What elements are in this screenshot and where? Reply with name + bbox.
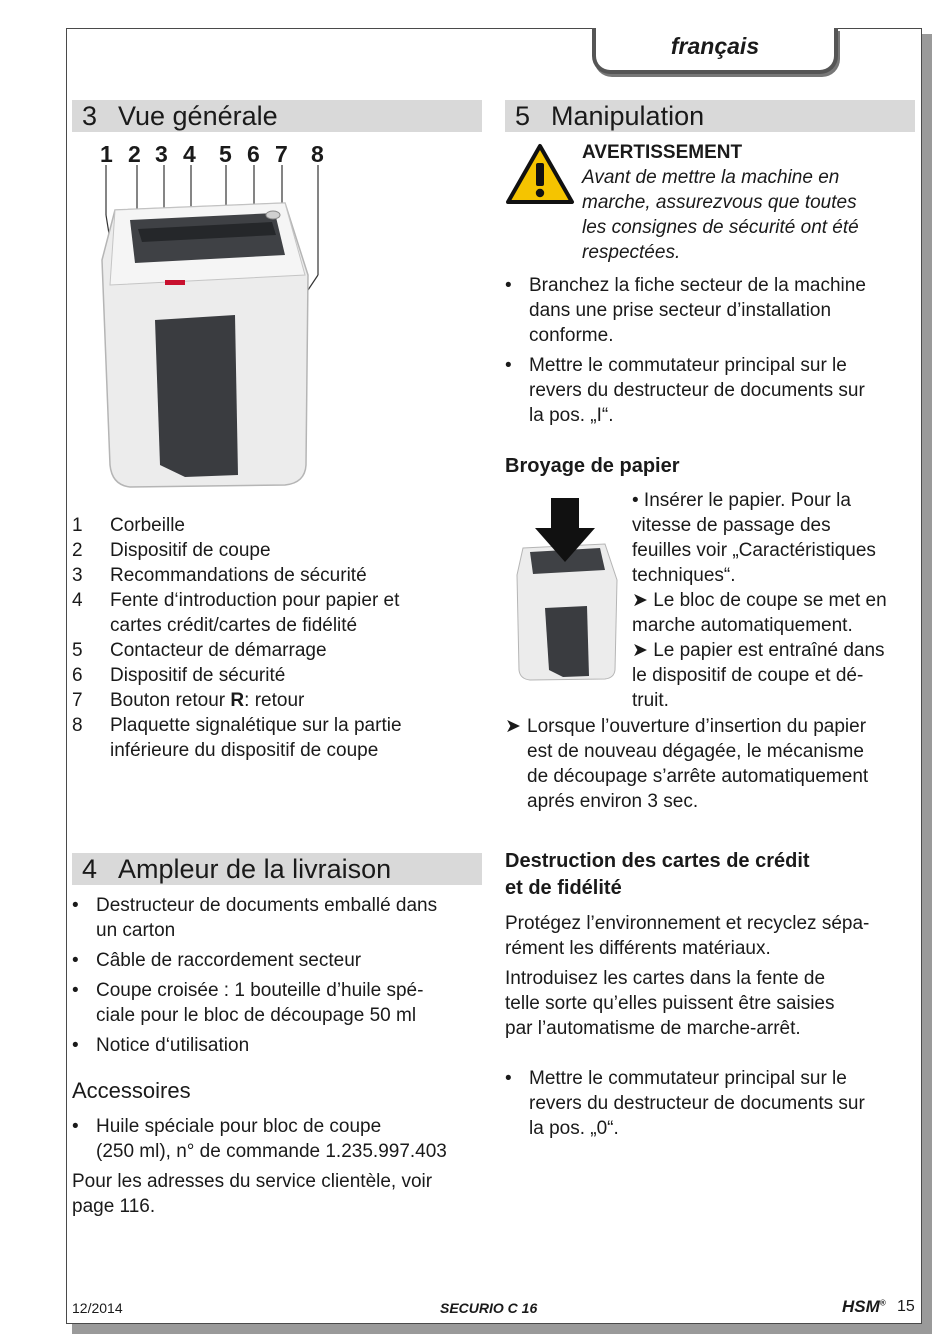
result-arrow-icon: ➤ <box>632 640 654 661</box>
paper-insert-text <box>632 488 922 588</box>
auto-stop-text <box>527 714 868 814</box>
callout-5: 5 <box>219 141 232 167</box>
legend-item <box>72 513 482 538</box>
bullet: • <box>505 355 512 376</box>
line: feuilles voir „Caractéristiques <box>632 540 876 561</box>
language-tab <box>592 28 838 74</box>
section-5-heading <box>505 100 915 132</box>
line: Destruction des cartes de crédit <box>505 850 810 872</box>
startup-step-text <box>529 353 865 428</box>
cards-heading <box>505 848 810 902</box>
legend-item <box>72 738 482 763</box>
legend-item <box>72 563 482 588</box>
delivery-item <box>72 1033 482 1058</box>
warning-label: AVERTISSEMENT <box>582 142 743 163</box>
line: Protégez l’environnement et recyclez sépa- <box>505 913 870 934</box>
line: Branchez la fiche secteur de la machine <box>529 275 866 296</box>
legend-number <box>72 613 110 638</box>
legend-text: Plaquette signalétique sur la partie <box>110 715 402 736</box>
line: conforme. <box>529 325 614 346</box>
warning-block <box>582 140 912 265</box>
legend-item <box>72 713 482 738</box>
footer-model: SECURIO C 16 <box>440 1300 538 1316</box>
line: Pour les adresses du service clientèle, voir <box>72 1171 433 1192</box>
language-label: français <box>670 33 760 59</box>
line: rément les différents matériaux. <box>505 938 771 959</box>
line: la pos. „I“. <box>529 405 614 426</box>
delivery-item <box>72 893 482 943</box>
shredder-insert-illustration <box>505 490 625 685</box>
startup-step <box>505 353 915 428</box>
section-3-title: Vue générale <box>118 101 278 131</box>
bullet: • <box>505 1068 512 1089</box>
legend-number <box>72 738 110 763</box>
footer-date: 12/2014 <box>72 1300 123 1316</box>
line: Coupe croisée : 1 bouteille d’huile spé- <box>96 980 424 1001</box>
line: marche automatiquement. <box>632 615 853 636</box>
paper-result <box>632 588 922 638</box>
line: Lorsque l’ouverture d’insertion du papier <box>527 716 867 737</box>
line: ciale pour le bloc de découpage 50 ml <box>96 1005 417 1026</box>
line: par l’automatisme de marche-arrêt. <box>505 1018 801 1039</box>
line: Mettre le commutateur principal sur le <box>529 1068 847 1089</box>
section-3-number: 3 <box>82 101 98 131</box>
paper-instructions <box>632 488 922 713</box>
bullet: • <box>72 950 79 971</box>
callout-1: 1 <box>100 141 113 167</box>
startup-step <box>505 273 915 348</box>
legend-number: 6 <box>72 665 83 686</box>
startup-step-text <box>529 273 866 348</box>
line: (250 ml), n° de commande 1.235.997.403 <box>96 1141 447 1162</box>
callout-6: 6 <box>247 141 260 167</box>
delivery-item-text: Notice d‘utilisation <box>96 1035 250 1056</box>
legend-text-part: Bouton retour <box>110 690 231 711</box>
cards-paragraph <box>505 966 915 1041</box>
auto-stop-row <box>505 714 915 814</box>
legend-text: inférieure du dispositif de coupe <box>110 740 379 761</box>
legend-text <box>110 688 304 713</box>
line: et de fidélité <box>505 877 622 899</box>
callout-3: 3 <box>155 141 168 167</box>
line: dans une prise secteur d’installation <box>529 300 832 321</box>
accessories-heading: Accessoires <box>72 1078 191 1103</box>
bullet: • <box>72 1116 79 1137</box>
legend-number: 5 <box>72 640 83 661</box>
line: Avant de mettre la machine en <box>582 167 840 188</box>
cards-text <box>505 911 915 1141</box>
line: Destructeur de documents emballé dans <box>96 895 438 916</box>
bullet: • <box>505 275 512 296</box>
delivery-item <box>72 948 482 973</box>
line: • Insérer le papier. Pour la <box>632 490 851 511</box>
service-note <box>72 1169 492 1219</box>
warning-text <box>582 165 912 265</box>
legend-number: 4 <box>72 590 83 611</box>
legend-text-part: : retour <box>244 690 305 711</box>
legend-text: Corbeille <box>110 515 185 536</box>
page-number: 15 <box>897 1298 915 1315</box>
line: techniques“. <box>632 565 736 586</box>
section-5-title: Manipulation <box>551 101 705 131</box>
line: Le papier est entraîné dans <box>653 640 885 661</box>
section-4-title: Ampleur de la livraison <box>118 854 392 884</box>
line: respectées. <box>582 242 681 263</box>
callout-4: 4 <box>183 141 196 167</box>
legend-item <box>72 588 482 613</box>
accessories-list <box>72 1114 492 1219</box>
callout-2: 2 <box>128 141 141 167</box>
brand-name: HSM <box>842 1297 880 1316</box>
shredder-illustration <box>80 165 350 505</box>
result-arrow-icon: ➤ <box>632 590 654 611</box>
line: Huile spéciale pour bloc de coupe <box>96 1116 382 1137</box>
line: aprés environ 3 sec. <box>527 791 699 812</box>
paper-result <box>632 638 922 713</box>
legend-list <box>72 513 482 763</box>
legend-number: 2 <box>72 540 83 561</box>
section-3-heading <box>72 100 482 132</box>
bullet: • <box>72 895 79 916</box>
line: le dispositif de coupe et dé- <box>632 665 864 686</box>
paper-shredding-heading: Broyage de papier <box>505 455 680 477</box>
legend-item <box>72 688 482 713</box>
legend-item <box>72 638 482 663</box>
bullet: • <box>72 1035 79 1056</box>
legend-item <box>72 613 482 638</box>
line: est de nouveau dégagée, le mécanisme <box>527 741 864 762</box>
line: de découpage s’arrête automatiquement <box>527 766 869 787</box>
legend-item <box>72 663 482 688</box>
delivery-item-text: Câble de raccordement secteur <box>96 950 362 971</box>
delivery-item <box>72 978 482 1028</box>
result-arrow-icon: ➤ <box>505 716 521 737</box>
cards-step-text <box>529 1066 865 1141</box>
legend-text: Fente d‘introduction pour papier et <box>110 590 400 611</box>
delivery-list <box>72 893 482 1058</box>
line: page 116. <box>72 1196 156 1217</box>
legend-text: cartes crédit/cartes de fidélité <box>110 615 358 636</box>
delivery-item-text <box>96 978 423 1028</box>
legend-text: Dispositif de coupe <box>110 540 271 561</box>
section-5-number: 5 <box>515 101 531 131</box>
legend-item <box>72 538 482 563</box>
line: truit. <box>632 690 669 711</box>
legend-text: Dispositif de sécurité <box>110 665 286 686</box>
warning-triangle-icon <box>505 143 575 205</box>
legend-number: 7 <box>72 690 83 711</box>
line: Le bloc de coupe se met en <box>653 590 887 611</box>
bullet: • <box>72 980 79 1001</box>
section-4-heading <box>72 853 482 885</box>
hsm-logo-icon <box>165 280 185 285</box>
legend-number: 1 <box>72 515 83 536</box>
legend-text: Contacteur de démarrage <box>110 640 327 661</box>
line: un carton <box>96 920 176 941</box>
line: Mettre le commutateur principal sur le <box>529 355 847 376</box>
cards-paragraph <box>505 911 915 961</box>
accessories-item <box>72 1114 492 1164</box>
line: Introduisez les cartes dans la fente de <box>505 968 826 989</box>
accessories-item-text <box>96 1114 447 1164</box>
line: marche, assurezvous que toutes <box>582 192 857 213</box>
line: vitesse de passage des <box>632 515 831 536</box>
delivery-item-text <box>96 893 437 943</box>
line: les consignes de sécurité ont été <box>582 217 859 238</box>
legend-number: 3 <box>72 565 83 586</box>
footer-brand-logo <box>842 1297 886 1317</box>
cards-step <box>505 1066 915 1141</box>
line: la pos. „0“. <box>529 1118 619 1139</box>
callout-numbers <box>100 141 340 167</box>
callout-8: 8 <box>311 141 324 167</box>
line: revers du destructeur de documents sur <box>529 1093 865 1114</box>
line: revers du destructeur de documents sur <box>529 380 865 401</box>
callout-7: 7 <box>275 141 288 167</box>
startup-steps <box>505 273 915 428</box>
legend-text-bold: R <box>230 690 245 711</box>
auto-stop-note <box>505 714 915 814</box>
line: telle sorte qu’elles puissent être saisies <box>505 993 835 1014</box>
brand-registered-mark: ® <box>879 1298 886 1308</box>
section-4-number: 4 <box>82 854 98 884</box>
legend-text: Recommandations de sécurité <box>110 565 367 586</box>
legend-number: 8 <box>72 715 83 736</box>
